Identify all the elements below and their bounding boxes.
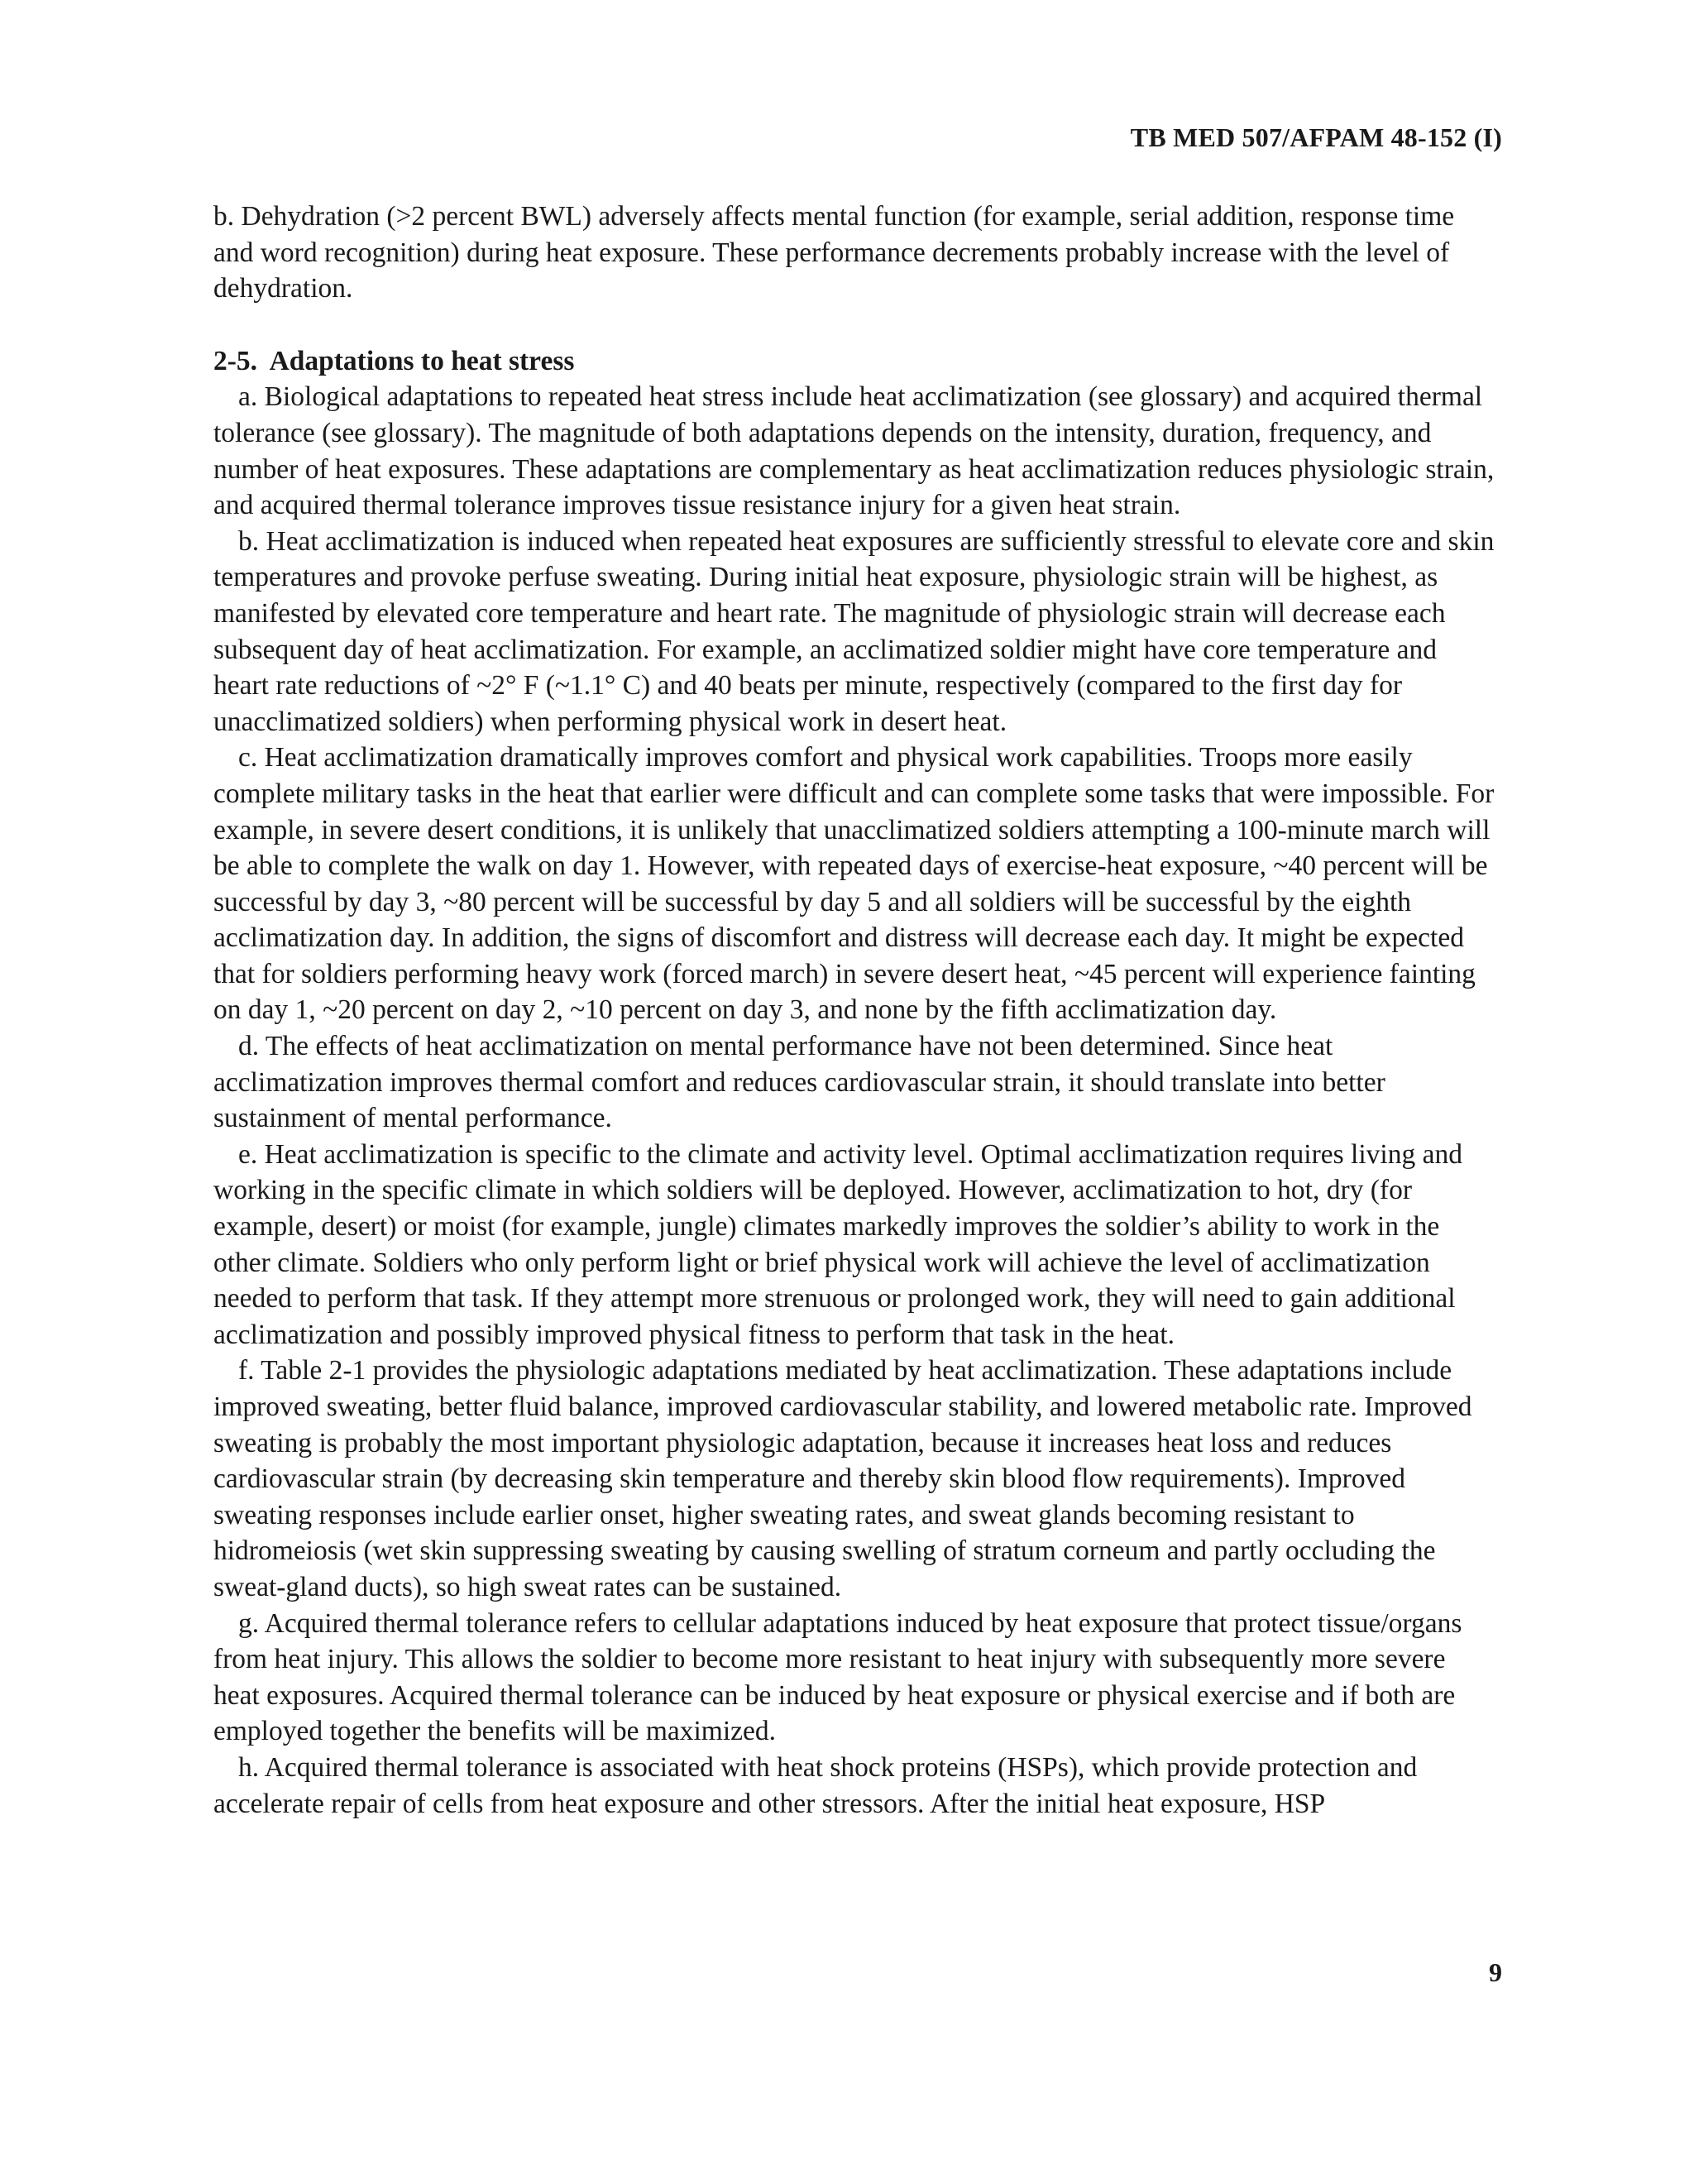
page-body [213, 199, 1497, 1822]
paragraph-b-dehydration: b. Dehydration (>2 percent BWL) adversely affects mental function (for example, serial addition, response time and word recognition) during heat exposure. These performance decrements probably increase with the level of dehydration. [213, 201, 1455, 304]
paragraph-g: g. Acquired thermal tolerance refers to cellular adaptations induced by heat exposure that protect tissue/organs from heat injury. This allows the soldier to become more resistant to heat injury with subsequently more severe heat exposures. Acquired thermal tolerance can be induced by heat exposure or physical exercise and if both are employed together the benefits will be maximized. [213, 1607, 1462, 1747]
paragraph-d: d. The effects of heat acclimatization on mental performance have not been determined. Since heat acclimatization improves thermal comfort and reduces cardiovascular strain, it should translate into better sustainment of mental performance. [213, 1031, 1385, 1134]
spacer [213, 307, 1497, 343]
paragraph-f: f. Table 2-1 provides the physiologic adaptations mediated by heat acclimatization. These adaptations include improved sweating, better fluid balance, improved cardiovascular stability, and lowered metabolic rate. Improved sweating is probably the most important physiologic adaptation, because it increases heat loss and reduces cardiovascular strain (by decreasing skin temperature and thereby skin blood flow requirements). Improved sweating responses include earlier onset, higher sweating rates, and sweat glands becoming resistant to hidromeiosis (wet skin suppressing sweating by causing swelling of stratum corneum and partly occluding the sweat-gland ducts), so high sweat rates can be sustained. [213, 1355, 1472, 1602]
section-title: Adaptations to heat stress [269, 345, 575, 376]
paragraph-a: a. Biological adaptations to repeated heat stress include heat acclimatization (see glossary) and acquired thermal tolerance (see glossary). The magnitude of both adaptations depends on the intensity, duration, frequency, and number of heat exposures. These adaptations are complementary as heat acclimatization reduces physiologic strain, and acquired thermal tolerance improves tissue resistance injury for a given heat strain. [213, 381, 1495, 521]
section-heading [213, 343, 1497, 380]
paragraph-b: b. Heat acclimatization is induced when repeated heat exposures are sufficiently stressful to elevate core and skin temperatures and provoke perfuse sweating. During initial heat exposure, physiologic strain will be highest, as manifested by elevated core temperature and heart rate. The magnitude of physiologic strain will decrease each subsequent day of heat acclimatization. For example, an acclimatized soldier might have core temperature and heart rate reductions of ~2° F (~1.1° C) and 40 beats per minute, respectively (compared to the first day for unacclimatized soldiers) when performing physical work in desert heat. [213, 525, 1495, 737]
paragraph-h: h. Acquired thermal tolerance is associated with heat shock proteins (HSPs), which provide protection and accelerate repair of cells from heat exposure and other stressors. After the initial heat exposure, HSP [213, 1751, 1418, 1819]
page-number: 9 [1489, 1957, 1502, 1987]
paragraph-e: e. Heat acclimatization is specific to the climate and activity level. Optimal acclimatization requires living and working in the specific climate in which soldiers will be deployed. However, acclimatization to hot, dry (for example, desert) or moist (for example, jungle) climates markedly improves the soldier’s ability to work in the other climate. Soldiers who only perform light or brief physical work will achieve the level of acclimatization needed to perform that task. If they attempt more strenuous or prolonged work, they will need to gain additional acclimatization and possibly improved physical fitness to perform that task in the heat. [213, 1138, 1462, 1350]
section-number: 2-5. [213, 345, 258, 376]
paragraph-c: c. Heat acclimatization dramatically improves comfort and physical work capabilities. Troops more easily complete military tasks in the heat that earlier were difficult and can complete some tasks that were impossible. For example, in severe desert conditions, it is unlikely that unacclimatized soldiers attempting a 100-minute march will be able to complete the walk on day 1. However, with repeated days of exercise-heat exposure, ~40 percent will be successful by day 3, ~80 percent will be successful by day 5 and all soldiers will be successful by the eighth acclimatization day. In addition, the signs of discomfort and distress will decrease each day. It might be expected that for soldiers performing heavy work (forced march) in severe desert heat, ~45 percent will experience fainting on day 1, ~20 percent on day 2, ~10 percent on day 3, and none by the fifth acclimatization day. [213, 742, 1495, 1026]
document-header: TB MED 507/AFPAM 48-152 (I) [1130, 122, 1502, 152]
